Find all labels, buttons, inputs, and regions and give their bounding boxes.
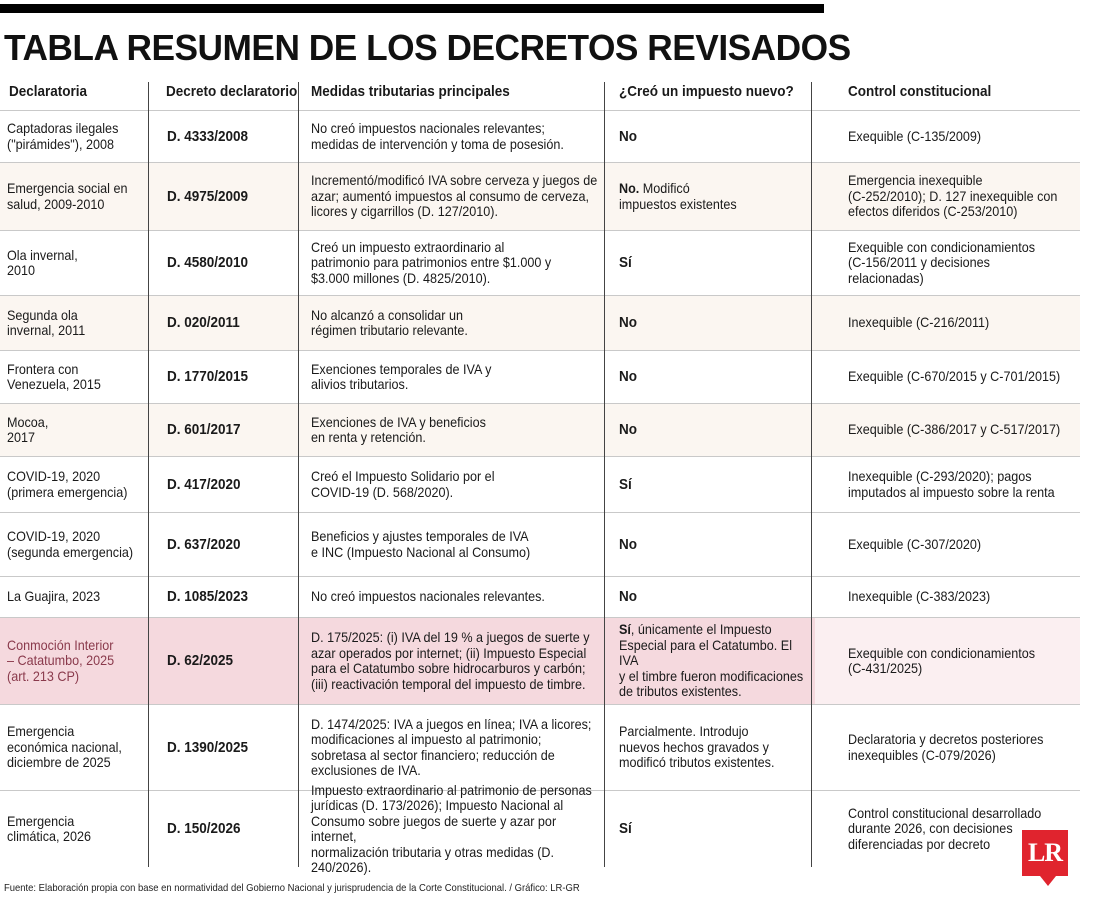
- cell-decreto-text: D. 1770/2015: [167, 368, 249, 386]
- cell-decreto-text: D. 020/2011: [167, 314, 240, 332]
- cell-control: [848, 163, 1098, 230]
- cell-impuesto: [619, 111, 824, 162]
- cell-declaratoria: [7, 618, 157, 704]
- cell-impuesto: [619, 791, 824, 867]
- cell-impuesto: [619, 163, 824, 230]
- cell-impuesto: [619, 705, 824, 790]
- cell-impuesto-text: [619, 537, 637, 553]
- cell-decreto-text: D. 4580/2010: [167, 254, 249, 272]
- cell-declaratoria-text: Emergencia social en salud, 2009-2010: [7, 180, 128, 212]
- table-row: [0, 295, 1080, 350]
- cell-impuesto: [619, 404, 824, 456]
- cell-control-text: Inexequible (C-216/2011): [848, 314, 990, 331]
- cell-medidas: [311, 404, 631, 456]
- cell-declaratoria: [7, 705, 157, 790]
- cell-medidas-text: Exenciones de IVA y beneficios en renta y retención.: [311, 413, 486, 445]
- cell-impuesto: [619, 577, 824, 617]
- page-title: TABLA RESUMEN DE LOS DECRETOS REVISADOS: [4, 27, 851, 68]
- cell-medidas: [311, 577, 631, 617]
- cell-medidas-text: Incrementó/modificó IVA sobre cerveza y juegos de azar; aumentó impuestos al consumo de cerveza, licores y cigarrillos (D. 127/2010).: [311, 172, 598, 220]
- cell-medidas-text: Exenciones temporales de IVA y alivios tributarios.: [311, 360, 492, 392]
- cell-decreto: [167, 791, 302, 867]
- cell-decreto-text: D. 417/2020: [167, 475, 241, 493]
- header-impuesto: ¿Creó un impuesto nuevo?: [619, 83, 794, 100]
- cell-decreto-text: D. 62/2025: [167, 652, 234, 670]
- cell-control: [848, 351, 1098, 403]
- cell-impuesto-text: [619, 589, 637, 605]
- cell-medidas: [311, 705, 631, 790]
- impuesto-answer: No: [619, 421, 637, 439]
- cell-medidas: [311, 231, 631, 295]
- cell-decreto: [167, 296, 302, 350]
- cell-control: [848, 705, 1098, 790]
- lr-logo: LR: [1022, 830, 1068, 876]
- header-medidas: Medidas tributarias principales: [311, 83, 510, 100]
- cell-control-text: Exequible (C-386/2017 y C-517/2017): [848, 421, 1061, 438]
- impuesto-answer: No: [619, 314, 637, 332]
- cell-control-text: Inexequible (C-383/2023): [848, 588, 991, 605]
- table-row: [0, 110, 1080, 162]
- table-row: [0, 781, 1080, 875]
- cell-declaratoria: [7, 513, 157, 576]
- cell-decreto: [167, 705, 302, 790]
- cell-declaratoria-text: COVID-19, 2020 (segunda emergencia): [7, 528, 134, 560]
- table-row: [0, 230, 1080, 295]
- cell-decreto: [167, 618, 302, 704]
- cell-impuesto-text: [619, 724, 774, 771]
- cell-declaratoria-text: Emergencia económica nacional, diciembre de 2025: [7, 723, 122, 771]
- cell-impuesto-text: [619, 622, 804, 700]
- cell-decreto-text: D. 1390/2025: [167, 738, 249, 756]
- cell-declaratoria: [7, 351, 157, 403]
- cell-control-text: Inexequible (C-293/2020); pagos imputados al impuesto sobre la renta: [848, 468, 1055, 500]
- cell-declaratoria: [7, 231, 157, 295]
- impuesto-answer: No: [619, 127, 637, 145]
- table-row: [0, 403, 1080, 456]
- cell-control: [848, 296, 1098, 350]
- cell-medidas: [311, 781, 631, 875]
- cell-medidas: [311, 111, 631, 162]
- cell-medidas-text: Beneficios y ajustes temporales de IVA e INC (Impuesto Nacional al Consumo): [311, 528, 531, 560]
- cell-declaratoria: [7, 457, 157, 512]
- cell-declaratoria: [7, 111, 157, 162]
- cell-control: [848, 457, 1098, 512]
- cell-medidas: [311, 351, 631, 403]
- cell-control-text: Exequible (C-135/2009): [848, 127, 982, 144]
- impuesto-answer: No: [619, 535, 637, 553]
- cell-declaratoria-text: Frontera con Venezuela, 2015: [7, 360, 101, 392]
- cell-declaratoria: [7, 791, 157, 867]
- cell-impuesto-text: [619, 477, 632, 493]
- cell-control: [848, 618, 1098, 704]
- cell-control-text: Exequible con condicionamientos (C-156/2011 y decisiones relacionadas): [848, 238, 1036, 286]
- cell-medidas-text: No creó impuestos nacionales relevantes; medidas de intervención y toma de posesión.: [311, 120, 564, 152]
- column-divider: [604, 82, 605, 867]
- cell-medidas: [311, 163, 631, 230]
- cell-decreto: [167, 231, 302, 295]
- cell-declaratoria-text: Emergencia climática, 2026: [7, 812, 92, 844]
- cell-declaratoria-text: Ola invernal, 2010: [7, 246, 78, 278]
- column-divider: [148, 82, 149, 867]
- cell-decreto: [167, 404, 302, 456]
- cell-control-text: Exequible con condicionamientos (C-431/2025): [848, 644, 1036, 676]
- cell-decreto: [167, 111, 302, 162]
- impuesto-answer: No.: [619, 180, 640, 196]
- cell-medidas-text: D. 175/2025: (i) IVA del 19 % a juegos de suerte y azar operados por internet; (ii) Impuesto Especial para el Catatumbo sobre hidrocarburos y carbón; (iii) reactivación temporal del impuesto de timbre.: [311, 629, 590, 692]
- cell-declaratoria-text: Conmoción Interior – Catatumbo, 2025 (art. 213 CP): [7, 636, 115, 684]
- impuesto-answer: Sí: [619, 475, 632, 493]
- cell-control: [848, 404, 1098, 456]
- impuesto-answer: Sí: [619, 621, 631, 638]
- cell-control-text: Exequible (C-670/2015 y C-701/2015): [848, 368, 1061, 385]
- cell-medidas-text: Impuesto extraordinario al patrimonio de personas jurídicas (D. 173/2026); Impuesto Nacional al Consumo sobre juegos de suerte y azar por internet, normalización tributaria y otras medidas (D. 240/2026).: [311, 781, 592, 875]
- cell-declaratoria: [7, 577, 157, 617]
- cell-impuesto: [619, 351, 824, 403]
- impuesto-detail: Parcialmente. Introdujo nuevos hechos gravados y modificó tributos existentes.: [619, 723, 775, 771]
- impuesto-answer: Sí: [619, 820, 632, 838]
- cell-impuesto-text: [619, 315, 637, 331]
- cell-decreto: [167, 163, 302, 230]
- cell-declaratoria: [7, 404, 157, 456]
- cell-medidas: [311, 618, 631, 704]
- cell-impuesto-text: [619, 181, 737, 212]
- impuesto-answer: Sí: [619, 254, 632, 272]
- cell-medidas: [311, 457, 631, 512]
- cell-declaratoria: [7, 163, 157, 230]
- cell-decreto-text: D. 4975/2009: [167, 187, 249, 205]
- table-row: [0, 350, 1080, 403]
- cell-decreto-text: D. 637/2020: [167, 535, 241, 553]
- cell-decreto-text: D. 1085/2023: [167, 588, 249, 606]
- cell-impuesto: [619, 618, 824, 704]
- cell-impuesto: [619, 296, 824, 350]
- cell-impuesto-text: [619, 129, 637, 145]
- table-row: [0, 512, 1080, 576]
- cell-impuesto: [619, 513, 824, 576]
- table-row: [0, 704, 1080, 790]
- cell-impuesto-text: [619, 422, 637, 438]
- top-rule: [0, 4, 824, 13]
- cell-decreto: [167, 577, 302, 617]
- column-divider: [298, 82, 299, 867]
- cell-declaratoria: [7, 296, 157, 350]
- cell-declaratoria-text: Mocoa, 2017: [7, 413, 49, 445]
- cell-control: [848, 231, 1098, 295]
- header-declaratoria: Declaratoria: [9, 83, 88, 100]
- impuesto-answer: No: [619, 588, 637, 606]
- cell-declaratoria-text: La Guajira, 2023: [7, 588, 101, 605]
- cell-control: [848, 111, 1098, 162]
- cell-impuesto: [619, 457, 824, 512]
- cell-decreto: [167, 351, 302, 403]
- cell-declaratoria-text: Segunda ola invernal, 2011: [7, 306, 86, 338]
- impuesto-detail: , únicamente el Impuesto Especial para el Catatumbo. El IVA y el timbre fueron modificaciones de tributos existentes.: [619, 621, 804, 700]
- cell-medidas-text: Creó un impuesto extraordinario al patrimonio para patrimonios entre $1.000 y $3.000 millones (D. 4825/2010).: [311, 238, 552, 286]
- cell-control: [848, 513, 1098, 576]
- cell-medidas: [311, 296, 631, 350]
- cell-decreto-text: D. 150/2026: [167, 820, 241, 838]
- table-row: [0, 162, 1080, 230]
- cell-impuesto-text: [619, 255, 632, 271]
- source-note: Fuente: Elaboración propia con base en normatividad del Gobierno Nacional y jurisprudencia de la Corte Constitucional. / Gráfico: LR-GR: [4, 882, 580, 894]
- cell-medidas-text: No creó impuestos nacionales relevantes.: [311, 588, 545, 605]
- cell-medidas-text: D. 1474/2025: IVA a juegos en línea; IVA a licores; modificaciones al impuesto al patrimonio; sobretasa al sector financiero; reducción de exclusiones de IVA.: [311, 715, 592, 778]
- table-row: [0, 456, 1080, 512]
- cell-control-text: Control constitucional desarrollado durante 2026, con decisiones diferenciadas por decreto: [848, 804, 1042, 852]
- cell-medidas-text: Creó el Impuesto Solidario por el COVID-19 (D. 568/2020).: [311, 468, 495, 500]
- header-control: Control constitucional: [848, 83, 992, 100]
- table-row: [0, 576, 1080, 617]
- cell-decreto-text: D. 4333/2008: [167, 127, 249, 145]
- cell-declaratoria-text: COVID-19, 2020 (primera emergencia): [7, 468, 128, 500]
- cell-control-text: Exequible (C-307/2020): [848, 535, 982, 552]
- header-decreto: Decreto declaratorio: [166, 83, 298, 100]
- cell-control: [848, 577, 1098, 617]
- cell-control-text: Emergencia inexequible (C-252/2010); D. 127 inexequible con efectos diferidos (C-253/2010): [848, 172, 1058, 220]
- table-row: [0, 617, 1080, 704]
- impuesto-detail: Modificó impuestos existentes: [619, 180, 737, 212]
- cell-declaratoria-text: Captadoras ilegales ("pirámides"), 2008: [7, 120, 119, 152]
- cell-control-text: Declaratoria y decretos posteriores inexequibles (C-079/2026): [848, 731, 1044, 763]
- cell-impuesto-text: [619, 369, 637, 385]
- lr-logo-tail: [1040, 876, 1056, 886]
- column-divider: [811, 82, 812, 867]
- cell-decreto-text: D. 601/2017: [167, 421, 241, 439]
- impuesto-answer: No: [619, 368, 637, 386]
- cell-impuesto-text: [619, 821, 632, 837]
- cell-decreto: [167, 457, 302, 512]
- cell-medidas-text: No alcanzó a consolidar un régimen tributario relevante.: [311, 306, 468, 338]
- cell-decreto: [167, 513, 302, 576]
- cell-impuesto: [619, 231, 824, 295]
- cell-medidas: [311, 513, 631, 576]
